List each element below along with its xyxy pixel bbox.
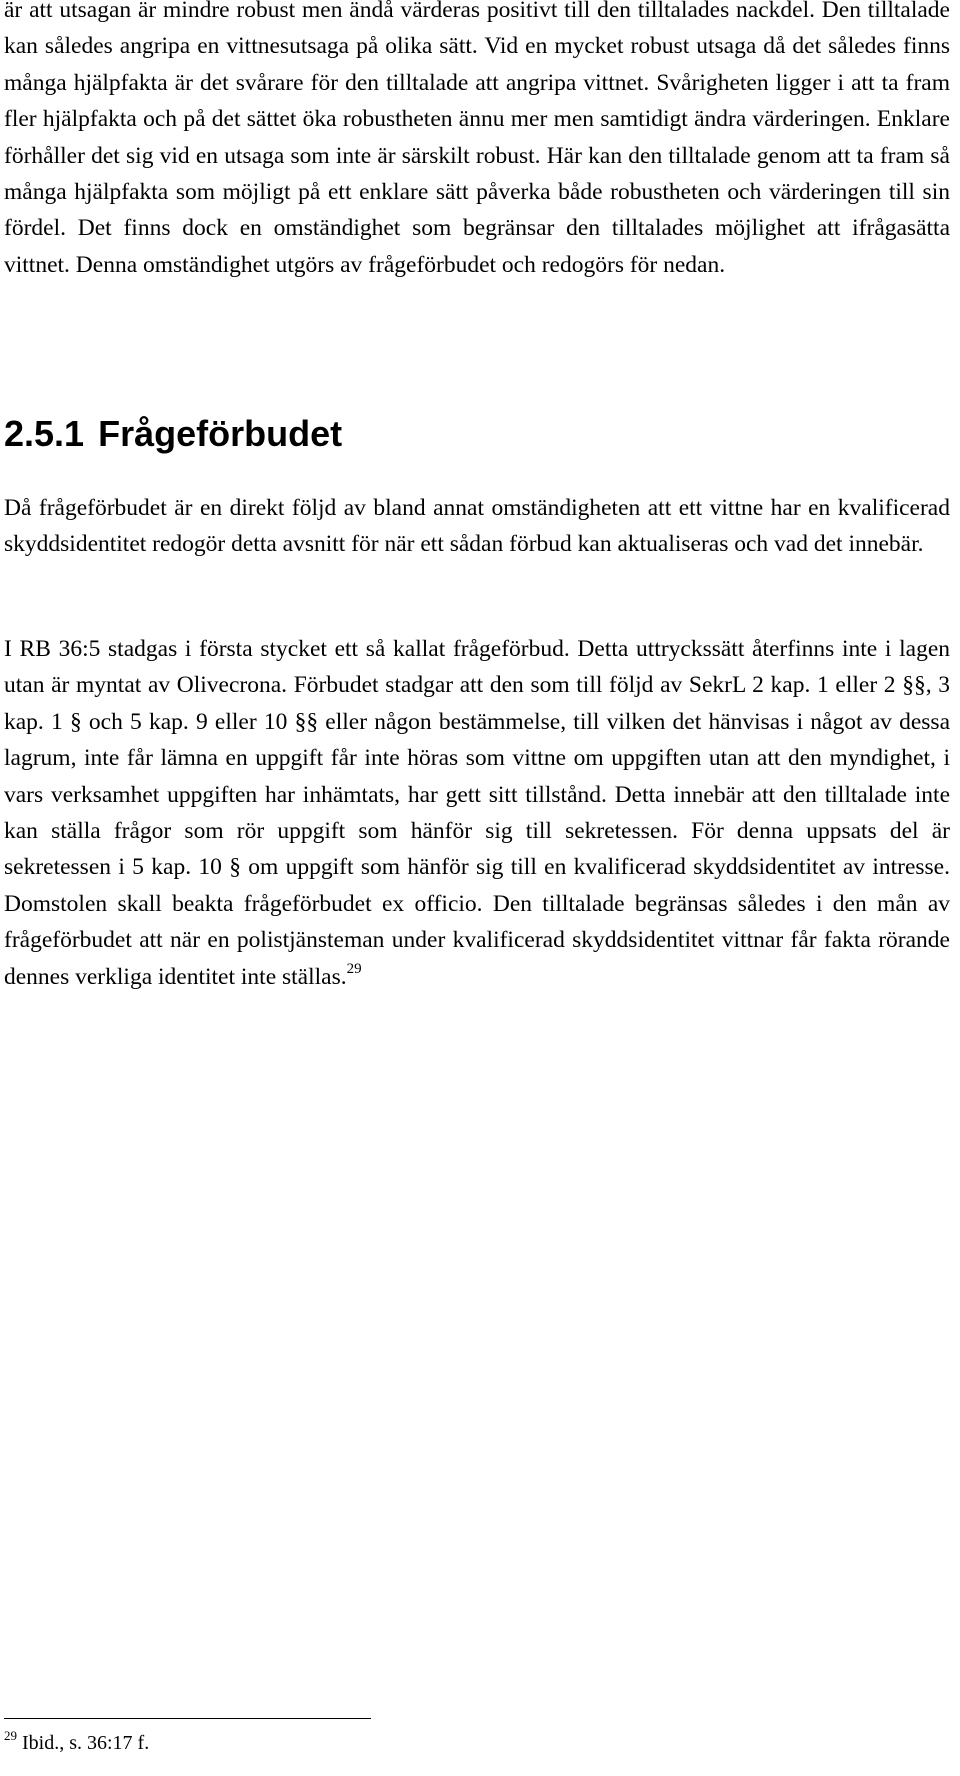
footnote-separator	[4, 1718, 371, 1719]
body-paragraph: är att utsagan är mindre robust men ändå värderas positivt till den tilltalades nackdel. Den tilltalade kan således angripa en vittnesutsaga på olika sätt. Vid en mycket robust utsaga då det således finns många hjälpfakta är det svårare för den tilltalade att angripa vittnet. Svårigheten ligger i att ta fram fler hjälpfakta och på det sättet öka robustheten ännu mer men samtidigt ändra värderingen. Enklare förhåller det sig vid en utsaga som inte är särskilt robust. Här kan den tilltalade genom att ta fram så många hjälpfakta som möjligt på ett enklare sätt påverka både robustheten och värderingen till sin fördel. Det finns dock en omständighet som begränsar den tilltalades möjlighet att ifrågasätta vittnet. Denna omständighet utgörs av frågeförbudet och redogörs för nedan.	[4, 0, 950, 278]
footnote-number: 29	[4, 1728, 17, 1743]
body-paragraph	[4, 631, 950, 995]
section-heading	[4, 412, 342, 456]
footnote	[4, 1728, 149, 1758]
section-title: Frågeförbudet	[98, 413, 343, 454]
section-number: 2.5.1	[4, 413, 85, 454]
body-paragraph-text: I RB 36:5 stadgas i första stycket ett så kallat frågeförbud. Detta uttryckssätt återfinns inte i lagen utan är myntat av Olivecrona. Förbudet stadgar att den som till följd av SekrL 2 kap. 1 eller 2 §§, 3 kap. 1 § och 5 kap. 9 eller 10 §§ eller någon bestämmelse, till vilken det hänvisas i något av dessa lagrum, inte får lämna en uppgift får inte höras som vittne om uppgiften utan att den myndighet, i vars verksamhet uppgiften har inhämtats, har gett sitt tillstånd. Detta innebär att den tilltalade inte kan ställa frågor som rör uppgift som hänför sig till sekretessen. För denna uppsats del är sekretessen i 5 kap. 10 § om uppgift som hänför sig till en kvalificerad skyddsidentitet av intresse. Domstolen skall beakta frågeförbudet ex officio. Den tilltalade begränsas således i den mån av frågeförbudet att när en polistjänsteman under kvalificerad skyddsidentitet vittnar får fakta rörande dennes verkliga identitet inte ställas.	[4, 636, 950, 990]
body-paragraph: Då frågeförbudet är en direkt följd av bland annat omständigheten att ett vittne har en kvalificerad skyddsidentitet redogör detta avsnitt för när ett sådan förbud kan aktualiseras och vad det innebär.	[4, 495, 950, 558]
footnote-text: Ibid., s. 36:17 f.	[22, 1732, 150, 1754]
footnote-reference[interactable]: 29	[346, 960, 362, 977]
